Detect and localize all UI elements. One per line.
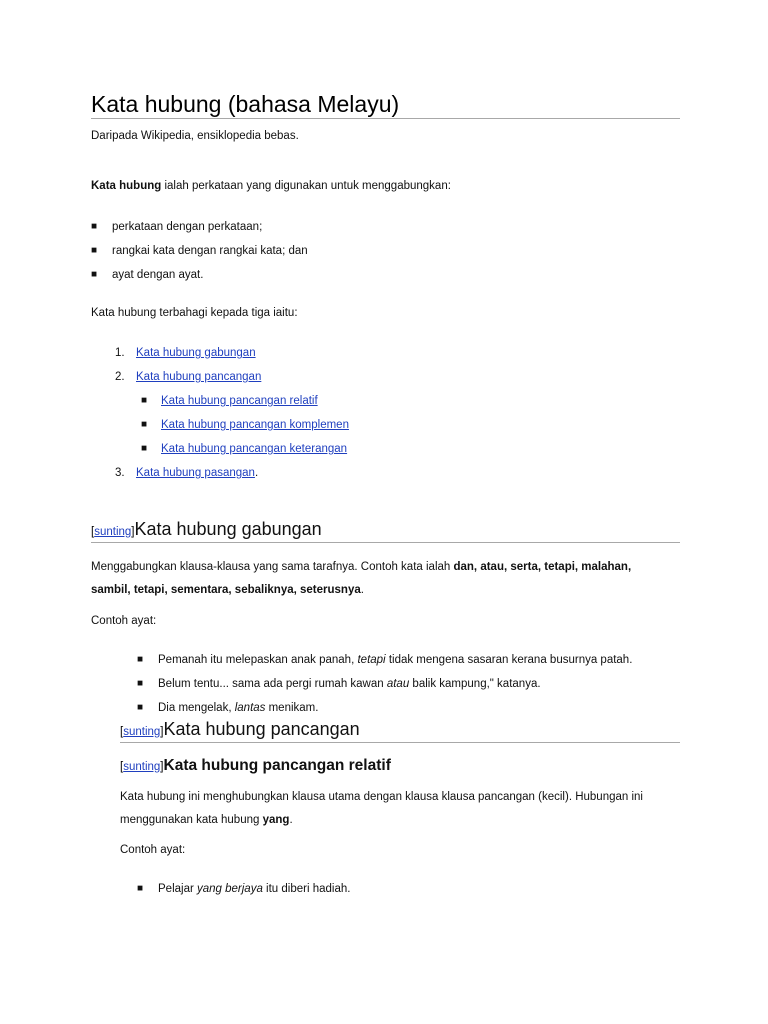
example-italic: yang berjaya — [197, 883, 263, 895]
edit-bracket: [ — [120, 726, 124, 738]
intro-paragraph — [91, 178, 451, 194]
subsection-title: Kata hubung pancangan relatif — [163, 757, 391, 774]
example-italic: atau — [386, 678, 410, 690]
toc-number: 1. — [115, 347, 125, 359]
edit-bracket: [ — [91, 526, 95, 538]
example-text: balik kampung," katanya. — [409, 678, 541, 690]
list-item — [158, 676, 541, 692]
edit-bracket: ] — [131, 526, 135, 538]
list-item: perkataan dengan perkataan; — [112, 221, 263, 233]
section-title: Kata hubung gabungan — [134, 519, 322, 539]
example-italic: tetapi — [357, 654, 386, 666]
edit-bracket: ] — [160, 761, 164, 773]
intro-text: ialah perkataan yang digunakan untuk menggabungkan: — [161, 180, 451, 192]
list-item: ayat dengan ayat. — [112, 269, 204, 281]
page-title: Kata hubung (bahasa Melayu) — [91, 91, 400, 117]
toc-link-pasangan[interactable]: Kata hubung pasangan — [136, 467, 255, 479]
description-tail: . — [360, 584, 364, 596]
edit-bracket: [ — [120, 761, 124, 773]
bullet-icon: ■ — [137, 702, 144, 713]
example-text: tidak mengena sasaran kerana busurnya patah. — [385, 654, 633, 666]
example-text: Belum tentu... sama ada pergi rumah kawan — [158, 678, 387, 690]
description-tail: . — [289, 814, 293, 826]
bullet-icon: ■ — [91, 221, 98, 232]
toc-link-gabungan[interactable]: Kata hubung gabungan — [136, 347, 256, 359]
example-label: Contoh ayat: — [91, 615, 157, 627]
description-text: menggunakan kata hubung — [120, 814, 263, 826]
section-heading-gabungan — [91, 518, 322, 540]
list-item — [158, 700, 318, 716]
subsection-description-line2 — [120, 812, 293, 828]
edit-link[interactable]: sunting — [94, 526, 132, 538]
edit-link[interactable]: sunting — [123, 726, 161, 738]
toc-link-komplemen[interactable]: Kata hubung pancangan komplemen — [161, 419, 349, 431]
toc-link-pancangan[interactable]: Kata hubung pancangan — [136, 371, 262, 383]
list-item — [158, 652, 632, 668]
toc-number: 2. — [115, 371, 125, 383]
bullet-icon: ■ — [141, 443, 148, 454]
example-text: Dia mengelak, — [158, 702, 235, 714]
list-item: rangkai kata dengan rangkai kata; dan — [112, 245, 308, 257]
bullet-icon: ■ — [137, 678, 144, 689]
section-description — [91, 559, 631, 575]
description-bold: dan, atau, serta, tetapi, malahan, — [453, 561, 632, 573]
section-heading-pancangan — [120, 718, 360, 740]
edit-bracket: ] — [160, 726, 164, 738]
toc-link-keterangan[interactable]: Kata hubung pancangan keterangan — [161, 443, 348, 455]
description-text: Menggabungkan klausa-klausa yang sama tarafnya. Contoh kata ialah — [91, 561, 454, 573]
list-item — [158, 881, 350, 897]
bullet-icon: ■ — [141, 419, 148, 430]
example-label: Contoh ayat: — [120, 844, 186, 856]
subsection-heading-relatif — [120, 756, 391, 776]
edit-link[interactable]: sunting — [123, 761, 161, 773]
toc-item-pasangan — [136, 465, 258, 481]
toc-link-relatif[interactable]: Kata hubung pancangan relatif — [161, 395, 318, 407]
bullet-icon: ■ — [91, 245, 98, 256]
bullet-icon: ■ — [137, 883, 144, 894]
section-title: Kata hubung pancangan — [163, 719, 360, 739]
bullet-icon: ■ — [141, 395, 148, 406]
subsection-description: Kata hubung ini menghubungkan klausa utama dengan klausa klausa pancangan (kecil). Hubungan ini — [120, 791, 643, 803]
division-text: Kata hubung terbahagi kepada tiga iaitu: — [91, 307, 298, 319]
section-description-line2 — [91, 582, 364, 598]
example-text: Pemanah itu melepaskan anak panah, — [158, 654, 358, 666]
title-divider — [91, 118, 680, 119]
description-bold: sambil, tetapi, sementara, sebaliknya, seterusnya — [91, 584, 361, 596]
example-text: itu diberi hadiah. — [262, 883, 351, 895]
bullet-icon: ■ — [137, 654, 144, 665]
subtitle: Daripada Wikipedia, ensiklopedia bebas. — [91, 130, 299, 142]
description-bold: yang — [262, 814, 290, 826]
example-italic: lantas — [234, 702, 266, 714]
section-divider — [91, 542, 680, 543]
intro-bold-term: Kata hubung — [91, 180, 162, 192]
example-text: menikam. — [265, 702, 319, 714]
toc-item-tail: . — [254, 467, 259, 479]
bullet-icon: ■ — [91, 269, 98, 280]
section-divider — [120, 742, 680, 743]
toc-number: 3. — [115, 467, 125, 479]
example-text: Pelajar — [158, 883, 197, 895]
